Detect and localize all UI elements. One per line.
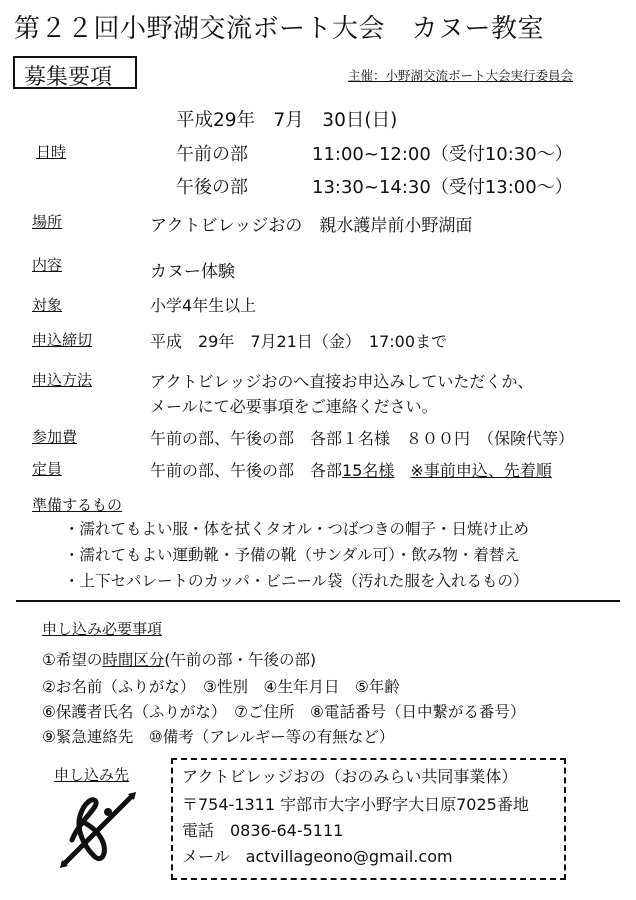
contact-phone: 電話 0836-64-5111 [182, 821, 344, 840]
pm-session-time: 13:30~14:30（受付13:00～） [312, 177, 573, 198]
apply-to-label: 申し込み先 [54, 766, 130, 784]
am-session-time: 11:00~12:00（受付10:30～） [312, 144, 573, 165]
content-label: 内容 [32, 256, 63, 274]
required-item-4: ⑨緊急連絡先 ⑩備考（アレルギー等の有無など） [42, 728, 395, 746]
organizer-note: 主催：小野湖交流ボート大会実行委員会 [348, 68, 574, 83]
contact-name: アクトビレッジおの（おのみらい共同事業体） [182, 767, 518, 786]
fee-label: 参加費 [32, 428, 78, 446]
capacity-value [150, 458, 552, 481]
req1-suffix: (午前の部・午後の部) [164, 651, 317, 669]
pm-session-label: 午後の部 [176, 177, 248, 198]
page-title: 第２２回小野湖交流ボート大会 カヌー教室 [14, 14, 545, 44]
method-line-2: メールにて必要事項をご連絡ください。 [150, 397, 438, 416]
capacity-prefix: 午前の部、午後の部 各部 [150, 461, 343, 480]
place-label: 場所 [32, 213, 63, 231]
content-value: カヌー体験 [150, 262, 235, 282]
capacity-spacer [394, 461, 410, 480]
target-value: 小学4年生以上 [150, 296, 257, 315]
required-items-label: 申し込み必要事項 [42, 620, 163, 638]
event-date: 平成29年 7月 30日(日) [176, 110, 398, 131]
required-item-1 [42, 648, 316, 670]
method-label: 申込方法 [32, 371, 93, 389]
target-label: 対象 [32, 296, 63, 314]
fee-value: 午前の部、午後の部 各部１名様 ８００円 （保険代等） [150, 429, 575, 448]
capacity-note: ※事前申込、先着順 [410, 461, 552, 480]
req1-underlined: 時間区分 [102, 651, 165, 669]
deadline-label: 申込締切 [32, 331, 93, 349]
prepare-item: ・濡れてもよい服・体を拭くタオル・つばつきの帽子・日焼け止め [64, 520, 530, 538]
method-line-1: アクトビレッジおのへ直接お申込みしていただくか、 [150, 372, 534, 391]
req1-prefix: ①希望の [42, 651, 103, 669]
am-session-label: 午前の部 [176, 144, 248, 165]
prepare-label: 準備するもの [32, 496, 123, 514]
contact-address: 〒754-1311 宇部市大字小野字大日原7025番地 [182, 795, 529, 814]
prepare-item: ・濡れてもよい運動靴・予備の靴（サンダル可）・飲み物・着替え [64, 546, 520, 564]
paddler-logo-icon [50, 790, 150, 870]
place-value: アクトビレッジおの 親水護岸前小野湖面 [150, 216, 473, 236]
prepare-item: ・上下セパレートのカッパ・ビニール袋（汚れた服を入れるもの） [64, 572, 529, 590]
datetime-label: 日時 [36, 143, 67, 161]
contact-email: メール actvillageono@gmail.com [182, 847, 453, 866]
recruit-heading: 募集要項 [24, 65, 113, 90]
required-item-3: ⑥保護者氏名（ふりがな） ⑦ご住所 ⑧電話番号（日中繋がる番号） [42, 703, 526, 721]
section-divider [16, 600, 620, 602]
capacity-number: 15名様 [342, 461, 395, 480]
deadline-value: 平成 29年 7月21日（金） 17:00まで [150, 332, 448, 351]
required-item-2: ②お名前（ふりがな） ③性別 ④生年月日 ⑤年齢 [42, 678, 400, 696]
capacity-label: 定員 [32, 460, 63, 478]
